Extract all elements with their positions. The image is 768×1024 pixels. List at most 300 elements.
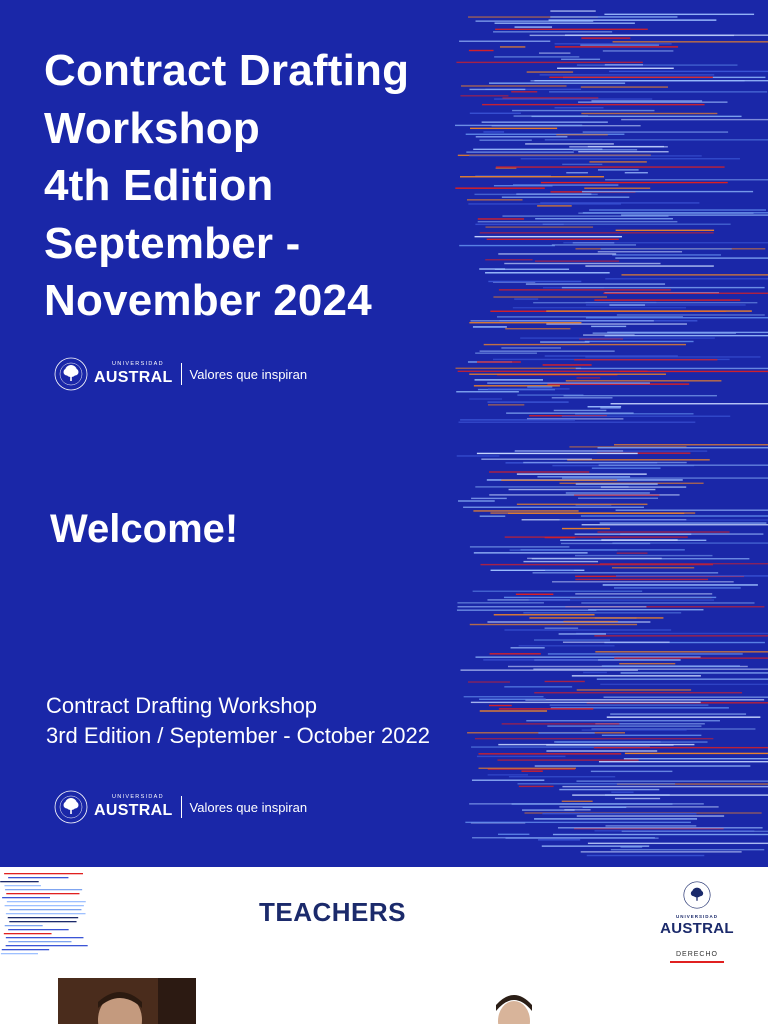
decorative-streak [469, 374, 666, 375]
decorative-streak [529, 599, 714, 600]
department-label: DERECHO [675, 951, 718, 958]
decorative-streak [487, 239, 619, 240]
decorative-streak [576, 483, 658, 484]
red-underline [670, 961, 724, 963]
decorative-streak [517, 473, 647, 474]
decorative-streak [490, 512, 695, 513]
decorative-streak [501, 480, 617, 481]
decorative-streak [519, 645, 615, 646]
decorative-streak [5, 925, 43, 926]
decorative-streak [502, 723, 620, 724]
decorative-streak [616, 575, 768, 576]
decorative-streak [2, 897, 50, 898]
teachers-slide [0, 867, 768, 1024]
decorative-streak [563, 642, 670, 643]
decorative-streak [609, 304, 645, 305]
decorative-streak [574, 495, 659, 496]
decorative-streak [481, 459, 592, 460]
decorative-streak [584, 188, 650, 189]
decorative-streak [5, 889, 82, 890]
decorative-streak [553, 834, 768, 835]
decorative-streak [562, 801, 593, 802]
decorative-streak [460, 669, 637, 670]
decorative-streak [550, 16, 677, 17]
decorative-streak [582, 191, 753, 192]
decorative-streak [621, 119, 768, 120]
decorative-streak [621, 672, 768, 673]
teacher-photo [472, 987, 552, 1024]
decorative-streak [535, 765, 751, 766]
decorative-streak [478, 221, 678, 222]
decorative-streak [534, 692, 742, 693]
decorative-streak [466, 151, 573, 152]
decorative-streak [490, 653, 541, 654]
decorative-streak [534, 818, 697, 819]
decorative-streak [475, 352, 537, 353]
teacher-photo [58, 978, 196, 1024]
logo-divider [181, 363, 182, 385]
decorative-streak [463, 507, 644, 508]
decorative-streak [575, 593, 712, 594]
decorative-streak [547, 725, 701, 726]
decorative-streak [622, 831, 768, 832]
decorative-streak [581, 851, 742, 852]
decorative-streak [483, 131, 504, 132]
decorative-streak [589, 161, 646, 162]
decorative-streak [493, 31, 612, 32]
decorative-streak [585, 341, 694, 342]
decorative-streak [601, 248, 732, 249]
decorative-streak [588, 146, 664, 147]
decorative-streak [5, 905, 84, 906]
decorative-streak [479, 139, 531, 140]
decorative-streak [603, 584, 758, 585]
decorative-streak [509, 776, 615, 777]
decorative-streak [517, 504, 648, 505]
decorative-streak [598, 251, 682, 252]
university-logo [54, 787, 307, 827]
decorative-streak [505, 536, 688, 537]
decorative-streak [8, 877, 68, 878]
decorative-streak [480, 232, 714, 233]
decorative-streak [498, 253, 616, 254]
decorative-streak [557, 68, 674, 69]
decorative-streak [558, 827, 763, 828]
decorative-streak [585, 265, 713, 266]
decorative-streak [600, 522, 767, 523]
decorative-streak [534, 639, 610, 640]
decorative-streak [480, 710, 547, 711]
decorative-streak [540, 202, 699, 203]
decorative-streak [535, 218, 673, 219]
decorative-streak [616, 510, 768, 511]
decorative-streak [594, 299, 740, 300]
decorative-streak [460, 176, 604, 177]
decorative-streak [461, 85, 567, 86]
decorative-streak [607, 716, 761, 717]
welcome-heading: Welcome! [50, 507, 239, 551]
decorative-streak [8, 941, 71, 942]
decorative-streak [578, 101, 727, 102]
decorative-streak [1, 953, 38, 954]
decorative-streak [600, 684, 768, 685]
logo-name: AUSTRAL [660, 920, 734, 937]
decorative-streak [577, 815, 724, 816]
logo-divider [181, 796, 182, 818]
decorative-streak [605, 278, 768, 279]
decorative-streak [459, 421, 696, 422]
decorative-streak [548, 653, 743, 654]
decorative-streak [523, 561, 598, 562]
decorative-streak [562, 416, 730, 417]
decorative-streak [617, 552, 648, 553]
decorative-streak [560, 519, 768, 520]
decorative-streak [550, 10, 595, 11]
decorative-streak [469, 155, 702, 156]
decorative-streak [612, 254, 721, 255]
logo-small-text: UNIVERSIDAD [112, 361, 164, 368]
decorative-streak [472, 780, 544, 781]
decorative-streak [597, 531, 729, 532]
cover-slide [0, 0, 768, 433]
decorative-streak [546, 323, 687, 324]
decorative-streak [540, 341, 589, 342]
decorative-streak [549, 91, 767, 92]
decorative-streak [512, 803, 673, 804]
decorative-streak [498, 834, 529, 835]
decorative-streak [611, 403, 768, 404]
decorative-streak [511, 647, 545, 648]
decorative-streak [4, 873, 83, 874]
decorative-streak [559, 633, 606, 634]
decorative-streak [562, 528, 610, 529]
decorative-streak [556, 134, 608, 135]
decorative-streak [477, 361, 521, 362]
decorative-streak [541, 182, 728, 183]
decorative-streak [581, 515, 768, 516]
decorative-streak [582, 524, 768, 525]
decorative-streak [605, 335, 768, 336]
decorative-streak [600, 563, 768, 564]
decorative-streak [542, 813, 696, 814]
decorative-streak [526, 283, 665, 284]
decorative-streak [581, 86, 668, 87]
decorative-streak [530, 35, 734, 36]
decorative-streak [475, 236, 622, 237]
decorative-streak [478, 753, 621, 754]
decorative-streak [520, 337, 715, 338]
decorative-streak [578, 498, 658, 499]
decorative-streak [504, 597, 716, 598]
tree-seal-icon [54, 357, 88, 391]
decorative-streak [562, 477, 768, 478]
decorative-streak [594, 747, 768, 748]
decorative-streak [543, 224, 731, 225]
decorative-streak [509, 489, 656, 490]
decorative-streak [616, 230, 714, 231]
decorative-streak [619, 663, 675, 664]
decorative-streak [523, 612, 681, 613]
decorative-streak [470, 128, 557, 129]
decorative-streak [559, 789, 659, 790]
decorative-streak [614, 587, 741, 588]
decorative-streak [562, 164, 602, 165]
decorative-streak [527, 71, 573, 72]
decorative-streak [588, 406, 622, 407]
decorative-streak [2, 949, 49, 950]
subtitle-line-1: Contract Drafting Workshop [46, 693, 318, 718]
decorative-streak [469, 50, 494, 51]
tree-seal-icon [54, 790, 88, 824]
decorative-streak [615, 798, 660, 799]
decorative-streak [552, 581, 734, 582]
decorative-streak [562, 786, 768, 787]
decorative-streak [485, 272, 610, 273]
decorative-streak [556, 741, 707, 742]
decorative-streak [506, 412, 634, 413]
decorative-streak [456, 62, 642, 63]
decorative-streak [602, 665, 740, 666]
decorative-streak [581, 602, 754, 603]
decorative-streak [545, 681, 585, 682]
decorative-streak [502, 215, 668, 216]
decorative-streak [457, 602, 544, 603]
logo-small-text: UNIVERSIDAD [112, 794, 164, 801]
decorative-streak [494, 56, 579, 57]
decorative-streak [582, 729, 687, 730]
decorative-streak [543, 364, 592, 365]
logo-name: AUSTRAL [94, 368, 173, 386]
decorative-streak [599, 465, 768, 466]
decorative-streak [477, 756, 566, 757]
decorative-streak [591, 326, 626, 327]
decorative-streak [620, 533, 763, 534]
decorative-streak [474, 552, 588, 553]
welcome-slide [0, 433, 768, 867]
decorative-streak [523, 462, 686, 463]
decorative-streak [470, 113, 521, 114]
decorative-streak [572, 794, 768, 795]
decorative-streak [483, 659, 598, 660]
decorative-streak [586, 317, 768, 318]
decorative-streak [484, 344, 686, 345]
decorative-streak [555, 107, 604, 108]
decorative-streak [566, 380, 722, 381]
decorative-streak [583, 131, 728, 132]
decorative-streak [525, 699, 764, 700]
decorative-streak [592, 467, 661, 468]
subtitle-line-2: 3rd Edition / September - October 2022 [46, 723, 430, 748]
decorative-streak [514, 115, 589, 116]
decorative-streak [612, 567, 694, 568]
decorative-streak [540, 74, 715, 75]
decorative-streak [549, 19, 717, 20]
decorative-streak [563, 242, 768, 243]
decorative-streak [611, 792, 633, 793]
decorative-streak [496, 166, 725, 167]
decorative-streak [488, 774, 528, 775]
decorative-streak [473, 326, 507, 327]
decorative-streak [526, 720, 720, 721]
decorative-streak [458, 371, 648, 372]
decorative-streak [550, 704, 709, 705]
decorative-streak [605, 64, 643, 65]
decorative-streak [552, 397, 613, 398]
decorative-streak [513, 307, 686, 308]
decorative-streak [545, 570, 574, 571]
decorative-streak [603, 293, 768, 294]
decorative-streak [480, 350, 615, 351]
decorative-streak [482, 104, 704, 105]
decorative-streak [455, 125, 582, 126]
tree-seal-icon [683, 881, 711, 909]
decorative-streak [546, 750, 657, 751]
decorative-streak [625, 172, 648, 173]
decorative-streak [487, 382, 650, 383]
decorative-streak [6, 893, 79, 894]
decorative-streak [7, 901, 86, 902]
decorative-streak [588, 609, 703, 610]
decorative-streak [537, 205, 572, 206]
decorative-streak [501, 347, 561, 348]
decorative-streak [591, 771, 673, 772]
logo-small-text: UNIVERSIDAD [675, 914, 718, 919]
decorative-streak [599, 761, 768, 762]
decorative-streak [611, 849, 764, 850]
decorative-streak [609, 71, 768, 72]
decorative-streak [598, 447, 768, 448]
decorative-streak [588, 843, 768, 844]
decorative-streak [595, 651, 768, 652]
decorative-streak [561, 59, 600, 60]
decorative-streak [468, 681, 510, 682]
decorative-streak [535, 260, 619, 261]
decorative-streak [562, 287, 765, 288]
decorative-streak [605, 825, 696, 826]
decorative-streak [516, 193, 591, 194]
decorative-streak [554, 410, 607, 411]
decorative-streak [601, 486, 686, 487]
decorative-streak [515, 26, 553, 27]
decorative-streak [533, 302, 757, 303]
decorative-streak [527, 386, 552, 387]
decorative-streak [10, 909, 82, 910]
decorative-streak [475, 738, 713, 739]
decorative-streak [505, 328, 570, 329]
decorative-streak [615, 257, 768, 258]
decorative-streak [624, 758, 768, 759]
decorative-lines [0, 871, 90, 961]
decorative-streak [574, 359, 717, 360]
decorative-streak [546, 310, 752, 311]
decorative-streak [499, 708, 593, 709]
decorative-streak [597, 678, 768, 679]
decorative-streak [555, 43, 672, 44]
decorative-streak [494, 98, 652, 99]
decorative-streak [471, 498, 507, 499]
teachers-heading: TEACHERS [259, 897, 407, 927]
decorative-streak [495, 29, 648, 30]
decorative-streak [469, 322, 581, 323]
decorative-streak [467, 199, 523, 200]
decorative-streak [521, 770, 542, 771]
decorative-streak [538, 732, 594, 733]
decorative-streak [487, 401, 568, 402]
decorative-streak [465, 822, 691, 823]
decorative-streak [488, 281, 581, 282]
decorative-streak [580, 44, 659, 45]
decorative-streak [502, 197, 629, 198]
decorative-streak [603, 50, 674, 51]
decorative-streak [456, 391, 519, 392]
decorative-streak [614, 657, 768, 658]
decorative-streak [575, 579, 708, 580]
decorative-streak [478, 218, 524, 219]
decorative-streak [577, 64, 738, 65]
decorative-streak [4, 933, 52, 934]
decorative-streak [566, 172, 588, 173]
decorative-streak [525, 143, 614, 144]
decorative-streak [458, 500, 495, 501]
decorative-streak [488, 404, 524, 405]
decorative-streak [504, 686, 572, 687]
decorative-streak [470, 320, 653, 321]
decorative-streak [469, 89, 525, 90]
decorative-streak [470, 546, 569, 547]
decorative-streak [604, 696, 768, 697]
decorative-streak [485, 226, 593, 227]
austral-law-logo [655, 881, 739, 963]
logo-tagline: Valores que inspiran [189, 366, 308, 382]
decorative-streak [572, 675, 701, 676]
decorative-streak [537, 476, 630, 477]
decorative-streak [564, 809, 590, 810]
decorative-streak [578, 151, 668, 152]
decorative-streak [459, 41, 550, 42]
decorative-streak [581, 37, 630, 38]
decorative-streak [594, 635, 768, 636]
decorative-streak [6, 913, 86, 914]
decorative-streak [545, 627, 579, 628]
decorative-streak [581, 113, 717, 114]
decorative-streak [600, 407, 620, 408]
decorative-streak [455, 187, 544, 188]
decorative-streak [520, 549, 684, 550]
decorative-streak [470, 624, 637, 625]
decorative-streak [545, 537, 576, 538]
decorative-streak [604, 14, 754, 15]
decorative-streak [485, 259, 532, 260]
decorative-streak [495, 269, 569, 270]
decorative-streak [504, 629, 671, 630]
decorative-streak [545, 139, 768, 140]
decorative-streak [578, 212, 753, 213]
decorative-streak [459, 245, 555, 246]
decorative-streak [489, 705, 512, 706]
decorative-streak [469, 398, 502, 399]
decorative-streak [513, 184, 618, 185]
decorative-streak [591, 100, 702, 101]
decorative-streak [493, 296, 607, 297]
decorative-streak [482, 121, 608, 122]
decorative-streak [575, 555, 712, 556]
decorative-streak [564, 395, 717, 396]
decorative-streak [460, 95, 508, 96]
decorative-streak [6, 945, 88, 946]
logo-tagline: Valores que inspiran [189, 799, 308, 815]
decorative-streak [516, 594, 553, 595]
decorative-streak [8, 929, 68, 930]
